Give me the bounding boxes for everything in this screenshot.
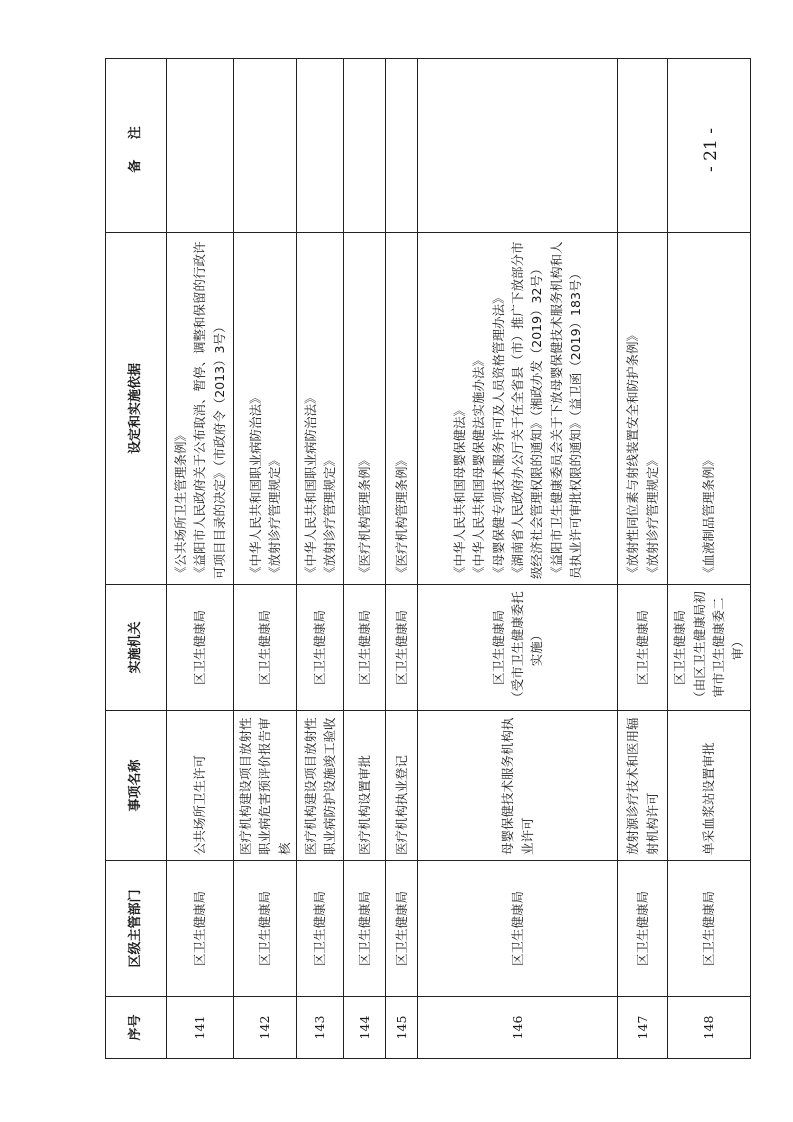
agency-line: 区卫生健康局: [312, 610, 328, 686]
cell-seq: 142: [234, 997, 297, 1059]
basis-line: 《放射性同位素与射线装置安全和防护条例》: [625, 328, 641, 579]
basis-line: 《放射诊疗管理规定》: [322, 453, 338, 579]
cell-dept: 区卫生健康局: [234, 861, 297, 997]
cell-note: [234, 59, 297, 233]
basis-line: 《血液制品管理条例》: [701, 453, 717, 579]
cell-agency: [167, 585, 234, 711]
cell-seq: 147: [618, 997, 668, 1059]
cell-item: 单采血浆站设置审批: [668, 711, 751, 861]
cell-note: [418, 59, 618, 233]
cell-dept: 区卫生健康局: [386, 861, 418, 997]
cell-basis: [297, 233, 344, 585]
cell-item: 医疗机构设置审批: [344, 711, 386, 861]
basis-line: 《放射诊疗管理规定》: [644, 453, 660, 579]
header-item: 事项名称: [106, 711, 167, 861]
agency-line: （受市卫生健康委托实施）: [509, 591, 545, 704]
header-note: 备 注: [106, 59, 167, 233]
basis-line: 《中华人民共和国母婴保健法》: [451, 403, 467, 579]
cell-seq: 148: [668, 997, 751, 1059]
cell-agency: [344, 585, 386, 711]
cell-seq: 141: [167, 997, 234, 1059]
header-seq: 序号: [106, 997, 167, 1059]
cell-dept: 区卫生健康局: [668, 861, 751, 997]
basis-line: 《医疗机构管理条例》: [356, 453, 372, 579]
basis-line: 《放射诊疗管理规定》: [267, 453, 283, 579]
table-row: [618, 59, 668, 1059]
table-row: [234, 59, 297, 1059]
agency-line: 区卫生健康局: [257, 610, 273, 686]
table-row: [344, 59, 386, 1059]
table-row: [297, 59, 344, 1059]
header-agency: 实施机关: [106, 585, 167, 711]
cell-note: [668, 59, 751, 233]
cell-agency: [618, 585, 668, 711]
table-row: [418, 59, 618, 1059]
cell-dept: 区卫生健康局: [297, 861, 344, 997]
table-row: [668, 59, 751, 1059]
basis-line: 《湖南省人民政府办公厅关于在全省县（市）推广下放部分市级经济社会管理权限的通知》（湘政办发（2019）32号）: [509, 241, 545, 579]
cell-note: [344, 59, 386, 233]
agency-line: 区卫生健康局: [672, 610, 688, 686]
cell-note: [618, 59, 668, 233]
cell-seq: 146: [418, 997, 618, 1059]
licensing-items-table: [105, 58, 751, 1059]
cell-basis: [618, 233, 668, 585]
table-header-row: [106, 59, 167, 1059]
cell-basis: [344, 233, 386, 585]
cell-seq: 143: [297, 997, 344, 1059]
basis-line: 《益阳市卫生健康委员会关于下放母婴保健技术服务机构和人员执业许可审批权限的通知》（益卫函（2019）183号）: [548, 241, 584, 579]
page-number-text: - 21 -: [701, 128, 721, 172]
cell-note: [167, 59, 234, 233]
table-row: [167, 59, 234, 1059]
agency-line: 区卫生健康局: [393, 610, 409, 686]
agency-line: 区卫生健康局: [356, 610, 372, 686]
cell-dept: 区卫生健康局: [344, 861, 386, 997]
cell-basis: [234, 233, 297, 585]
cell-note: [386, 59, 418, 233]
basis-line: 《母婴保健专项技术服务许可及人员资格管理办法》: [490, 291, 506, 579]
basis-line: 《中华人民共和国职业病防治法》: [247, 391, 263, 579]
basis-line: 《公共场所卫生管理条例》: [172, 428, 188, 579]
cell-agency: [668, 585, 751, 711]
cell-agency: [386, 585, 418, 711]
cell-item: 医疗机构建设项目放射性职业病防护设施竣工验收: [297, 711, 344, 861]
cell-agency: [297, 585, 344, 711]
cell-basis: [386, 233, 418, 585]
header-basis: 设定和实施依据: [106, 233, 167, 585]
cell-basis: [668, 233, 751, 585]
cell-dept: 区卫生健康局: [618, 861, 668, 997]
agency-line: 区卫生健康局: [490, 610, 506, 686]
cell-basis: [418, 233, 618, 585]
cell-item: 医疗机构建设项目放射性职业病危害预评价报告审核: [234, 711, 297, 861]
header-dept: 区级主管部门: [106, 861, 167, 997]
cell-basis: [167, 233, 234, 585]
cell-dept: 区卫生健康局: [418, 861, 618, 997]
cell-note: [297, 59, 344, 233]
cell-agency: [234, 585, 297, 711]
cell-agency: [418, 585, 618, 711]
cell-item: 母婴保健技术服务机构执业许可: [418, 711, 618, 861]
basis-line: 《益阳市人民政府关于公布取消、暂停、调整和保留的行政许可项目目录的决定》（市政府令（2013）3号）: [192, 241, 227, 579]
cell-seq: 145: [386, 997, 418, 1059]
cell-seq: 144: [344, 997, 386, 1059]
agency-line: 区卫生健康局: [634, 610, 650, 686]
cell-dept: 区卫生健康局: [167, 861, 234, 997]
cell-item: 公共场所卫生许可: [167, 711, 234, 861]
agency-line: 区卫生健康局: [192, 610, 208, 686]
basis-line: 《医疗机构管理条例》: [393, 453, 409, 579]
cell-item: 医疗机构执业登记: [386, 711, 418, 861]
basis-line: 《中华人民共和国职业病防治法》: [302, 391, 318, 579]
table-row: [386, 59, 418, 1059]
cell-item: 放射源诊疗技术和医用辐射机构许可: [618, 711, 668, 861]
agency-line: （由区卫生健康局初审市卫生健康委二审）: [691, 591, 746, 704]
basis-line: 《中华人民共和国母婴保健法实施办法》: [471, 353, 487, 579]
